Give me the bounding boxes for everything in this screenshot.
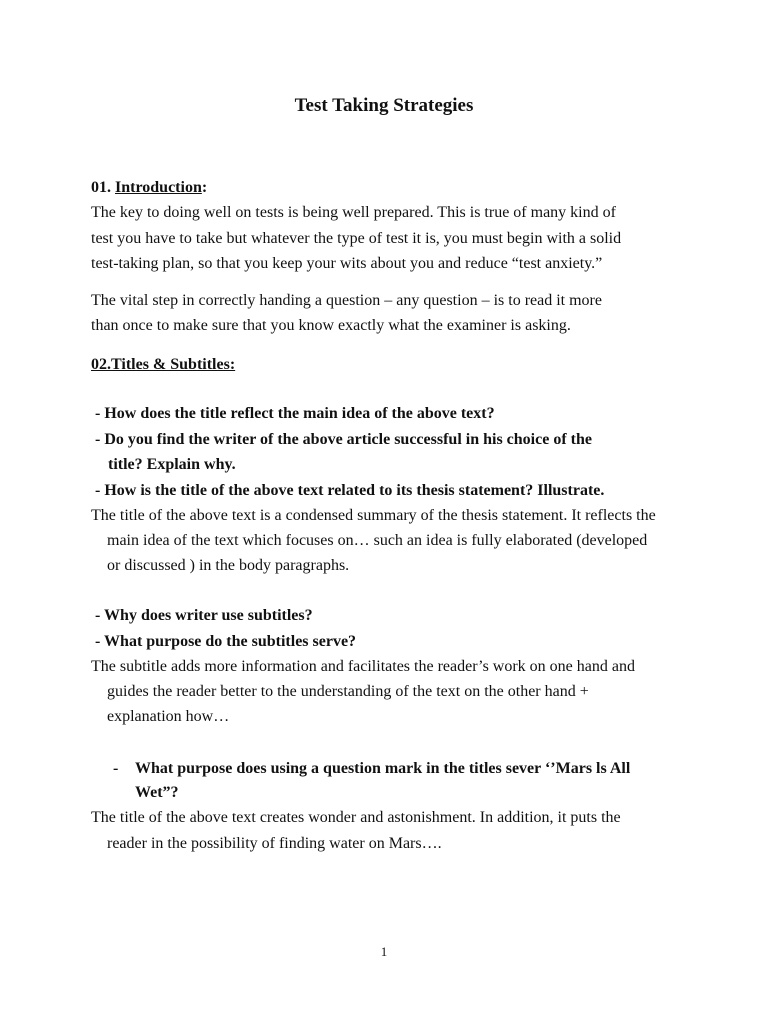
answer-2-line3: explanation how…: [107, 708, 230, 725]
intro-heading: [91, 178, 207, 198]
intro-para2-line1: The vital step in correctly handing a question – any question – is to read it more: [91, 292, 602, 309]
question-5: - What purpose do the subtitles serve?: [95, 633, 357, 650]
question-1: - How does the title reflect the main idea of the above text?: [95, 405, 495, 422]
answer-2-line1: The subtitle adds more information and facilitates the reader’s work on one hand and: [91, 658, 635, 675]
document-title: Test Taking Strategies: [294, 95, 474, 116]
intro-para1-line2: test you have to take but whatever the type of test it is, you must begin with a solid: [91, 230, 622, 247]
intro-para2-line2: than once to make sure that you know exactly what the examiner is asking.: [91, 317, 571, 334]
intro-number: 01.: [91, 179, 115, 196]
intro-colon: :: [201, 179, 208, 196]
intro-para1-line3: test-taking plan, so that you keep your wits about you and reduce “test anxiety.”: [91, 255, 603, 272]
answer-2-line2: guides the reader better to the understanding of the text on the other hand +: [107, 683, 589, 700]
question-2-line2: title? Explain why.: [108, 456, 236, 473]
answer-1-line2: main idea of the text which focuses on… such an idea is fully elaborated (developed: [107, 532, 648, 549]
intro-heading-label: Introduction: [115, 179, 202, 196]
answer-3-line2: reader in the possibility of finding water on Mars….: [107, 835, 442, 852]
titles-heading: 02.Titles & Subtitles:: [91, 356, 236, 373]
page-number: 1: [380, 944, 388, 959]
answer-1-line3: or discussed ) in the body paragraphs.: [107, 557, 350, 574]
answer-3-line1: The title of the above text creates wonder and astonishment. In addition, it puts the: [91, 809, 621, 826]
question-6-line1: What purpose does using a question mark in the titles sever ‘’Mars ls All: [135, 760, 631, 777]
question-6-dash: -: [113, 760, 119, 777]
answer-1-line1: The title of the above text is a condensed summary of the thesis statement. It reflects the: [91, 507, 656, 524]
intro-para1-line1: The key to doing well on tests is being well prepared. This is true of many kind of: [91, 204, 616, 221]
question-6-line2: Wet”?: [135, 784, 179, 801]
question-4: - Why does writer use subtitles?: [95, 607, 313, 624]
question-2-line1: - Do you find the writer of the above article successful in his choice of the: [95, 431, 592, 448]
question-3: - How is the title of the above text related to its thesis statement? Illustrate.: [95, 482, 605, 499]
